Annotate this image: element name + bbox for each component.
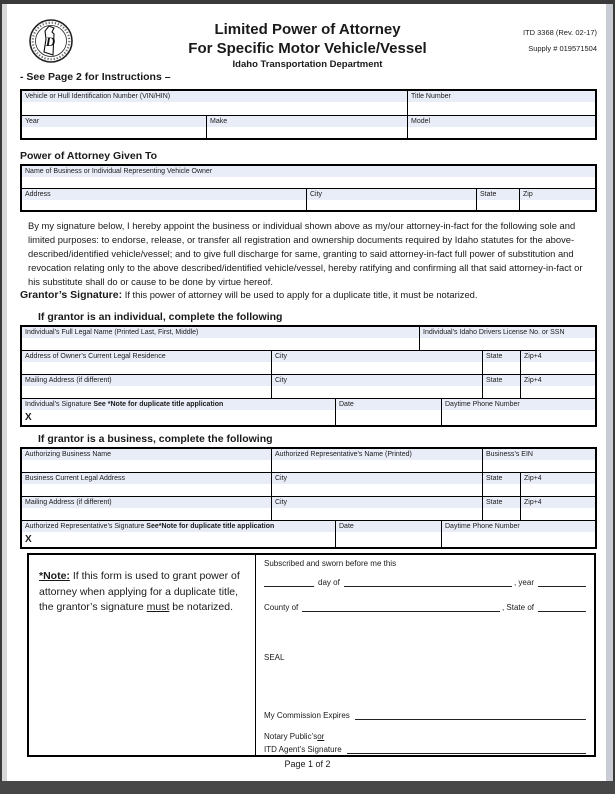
individual-name-label: Individual’s Full Legal Name (Printed Last, First, Middle) (22, 327, 419, 338)
county-line (264, 602, 586, 612)
individual-section-heading: If grantor is an individual, complete the following (38, 311, 283, 323)
table-row (22, 375, 595, 399)
individual-phone-field[interactable] (442, 399, 595, 427)
business-phone-field[interactable] (442, 521, 595, 549)
phone-label: Daytime Phone Number (442, 399, 595, 410)
zip4-label: Zip+4 (521, 473, 595, 484)
note-and-notary-box (27, 553, 596, 757)
table-row (22, 449, 595, 473)
zip4-label: Zip+4 (521, 497, 595, 508)
individual-license-field[interactable] (420, 327, 595, 350)
appointment-paragraph: By my signature below, I hereby appoint the business or individual shown above as my/our attorney-in-fact for the following sole and limited purposes: to endorse, release, or transfer all registration and ownership documents required by Idaho statutes for the above-described/identified vehicle/vessel; and to give full discharge for same, granting to said attorney-in-fact full power of substitution and revocation relating only to the above described/identified vehicle/vessel, hereby ratifying and confirming all that said attorney-in-fact or his substitute shall do or cause to be done by virtue hereof. (28, 220, 583, 287)
business-address-label: Business Current Legal Address (22, 473, 271, 484)
form-title-line1: Limited Power of Attorney (214, 21, 401, 38)
commission-label: My Commission Expires (264, 711, 350, 720)
individual-city-field[interactable] (272, 351, 483, 374)
title-number-field[interactable] (408, 91, 595, 115)
representative-name-label: Name of Business or Individual Representing Vehicle Owner (22, 166, 595, 177)
page-edge-top (0, 0, 615, 4)
notary-or: or (317, 732, 325, 741)
table-row (22, 497, 595, 521)
notary-public-line (264, 732, 586, 741)
title-number-label: Title Number (408, 91, 595, 102)
address-field[interactable] (22, 189, 307, 212)
state-label: State (483, 375, 520, 386)
zip-label: Zip (520, 189, 595, 200)
itd-seal-logo (27, 17, 75, 65)
model-label: Model (408, 116, 595, 127)
commission-blank[interactable] (355, 710, 586, 720)
form-number: ITD 3368 (Rev. 02-17) (522, 28, 597, 37)
individual-license-label: Individual’s Idaho Drivers License No. or SSN (420, 327, 595, 338)
grantor-signature-heading: Grantor’s Signature: (20, 289, 123, 301)
rep-name-label: Authorized Representative’s Name (Printed) (272, 449, 482, 460)
sworn-line (264, 559, 586, 568)
business-section-heading: If grantor is a business, complete the following (38, 433, 273, 445)
table-row (22, 521, 595, 549)
state-of-blank[interactable] (538, 602, 586, 612)
table-row (22, 166, 595, 189)
signature-x-mark: X (25, 412, 32, 423)
rep-signature-note: See*Note for duplicate title application (146, 523, 275, 530)
make-field[interactable] (207, 116, 408, 140)
seal-label: SEAL (264, 653, 285, 662)
city-label: City (272, 375, 482, 386)
grantor-signature-text: If this power of attorney will be used to apply for a duplicate title, it must be notarized. (122, 289, 478, 300)
form-title-line2: For Specific Motor Vehicle/Vessel (188, 40, 427, 57)
individual-date-field[interactable] (336, 399, 442, 427)
supply-number: Supply # 019571504 (528, 44, 597, 53)
business-zip-field[interactable] (521, 473, 595, 496)
sworn-text: Subscribed and sworn before me this (264, 559, 397, 568)
commission-line (264, 710, 586, 720)
phone-label: Daytime Phone Number (442, 521, 595, 532)
business-address-field[interactable] (22, 473, 272, 496)
individual-mailing-state-field[interactable] (483, 375, 521, 398)
year-label: , year (513, 578, 534, 587)
zip-field[interactable] (520, 189, 595, 212)
rep-name-field[interactable] (272, 449, 483, 472)
table-row (22, 91, 595, 116)
individual-mailing-zip-field[interactable] (521, 375, 595, 398)
day-of-label: day of (318, 578, 340, 587)
table-row (22, 351, 595, 375)
page-gutter-left (2, 4, 7, 781)
notary-possessive: Notary Public’s (264, 732, 318, 741)
page-edge-bottom (0, 781, 615, 794)
individual-mailing-field[interactable] (22, 375, 272, 398)
business-date-field[interactable] (336, 521, 442, 549)
business-mailing-city-field[interactable] (272, 497, 483, 520)
state-label: State (483, 497, 520, 508)
state-label: State (477, 189, 519, 200)
note-underlined-word: must (146, 601, 170, 613)
model-field[interactable] (408, 116, 595, 140)
vin-field[interactable] (22, 91, 408, 115)
business-mailing-state-field[interactable] (483, 497, 521, 520)
day-of-line (264, 577, 586, 587)
year-label: Year (22, 116, 206, 127)
business-mailing-zip-field[interactable] (521, 497, 595, 520)
day-blank[interactable] (264, 577, 314, 587)
notary-section (256, 555, 594, 755)
table-row (22, 399, 595, 427)
year-field[interactable] (22, 116, 207, 140)
city-label: City (272, 351, 482, 362)
city-field[interactable] (307, 189, 477, 212)
agent-signature-line (264, 744, 586, 754)
page-number: Page 1 of 2 (284, 759, 331, 769)
signature-x-mark: X (25, 534, 32, 545)
vin-label: Vehicle or Hull Identification Number (VIN/HIN) (22, 91, 407, 102)
business-mailing-field[interactable] (22, 497, 272, 520)
note-label: *Note: (39, 570, 70, 582)
page-gutter-right (606, 4, 613, 781)
table-row (22, 473, 595, 497)
individual-signature-note: See *Note for duplicate title application (93, 401, 224, 408)
representative-name-field[interactable] (22, 166, 595, 188)
business-state-field[interactable] (483, 473, 521, 496)
month-blank[interactable] (344, 577, 512, 587)
business-name-label: Authorizing Business Name (22, 449, 271, 460)
county-label: County of (264, 603, 299, 612)
date-label: Date (336, 521, 441, 532)
agent-label: ITD Agent’s Signature (264, 745, 342, 754)
individual-residence-field[interactable] (22, 351, 272, 374)
business-ein-label: Business’s EIN (483, 449, 595, 460)
city-label: City (272, 497, 482, 508)
individual-signature-field[interactable] (22, 399, 336, 427)
address-label: Address (22, 189, 306, 200)
business-mailing-label: Mailing Address (if different) (22, 497, 271, 508)
vehicle-table (20, 89, 597, 140)
individual-table (20, 325, 597, 427)
state-of-label: , State of (501, 603, 534, 612)
state-label: State (483, 351, 520, 362)
svg-text:D: D (45, 34, 56, 49)
individual-mailing-label: Mailing Address (if different) (22, 375, 271, 386)
individual-zip-field[interactable] (521, 351, 595, 374)
instructions-note: - See Page 2 for Instructions – (20, 71, 171, 83)
individual-signature-label: Individual’s Signature (25, 401, 94, 408)
city-label: City (272, 473, 482, 484)
individual-residence-label: Address of Owner’s Current Legal Residence (22, 351, 271, 362)
rep-signature-field[interactable] (22, 521, 336, 549)
make-label: Make (207, 116, 407, 127)
individual-state-field[interactable] (483, 351, 521, 374)
zip4-label: Zip+4 (521, 375, 595, 386)
business-city-field[interactable] (272, 473, 483, 496)
zip4-label: Zip+4 (521, 351, 595, 362)
year-blank[interactable] (538, 577, 586, 587)
note-text-before: If this form is used to grant power of attorney when applying for a duplicate title, the grantor’s signature (39, 570, 240, 613)
grantor-signature-line (20, 289, 595, 301)
table-row (22, 116, 595, 140)
seal-line (264, 653, 586, 662)
state-field[interactable] (477, 189, 520, 212)
county-blank[interactable] (302, 602, 500, 612)
city-label: City (307, 189, 476, 200)
date-label: Date (336, 399, 441, 410)
business-table (20, 447, 597, 549)
business-name-field[interactable] (22, 449, 272, 472)
duplicate-title-note (29, 555, 256, 755)
form-number-block (523, 25, 597, 57)
agent-signature-blank[interactable] (347, 744, 586, 754)
form-department: Idaho Transportation Department (232, 59, 383, 70)
given-to-heading: Power of Attorney Given To (20, 150, 158, 162)
individual-name-field[interactable] (22, 327, 420, 350)
individual-mailing-city-field[interactable] (272, 375, 483, 398)
state-label: State (483, 473, 520, 484)
form-title-block (120, 20, 495, 72)
business-ein-field[interactable] (483, 449, 595, 472)
table-row (22, 327, 595, 351)
rep-signature-label: Authorized Representative’s Signature (25, 523, 147, 530)
note-text-after: be notarized. (169, 601, 234, 613)
given-to-table (20, 164, 597, 212)
table-row (22, 189, 595, 212)
